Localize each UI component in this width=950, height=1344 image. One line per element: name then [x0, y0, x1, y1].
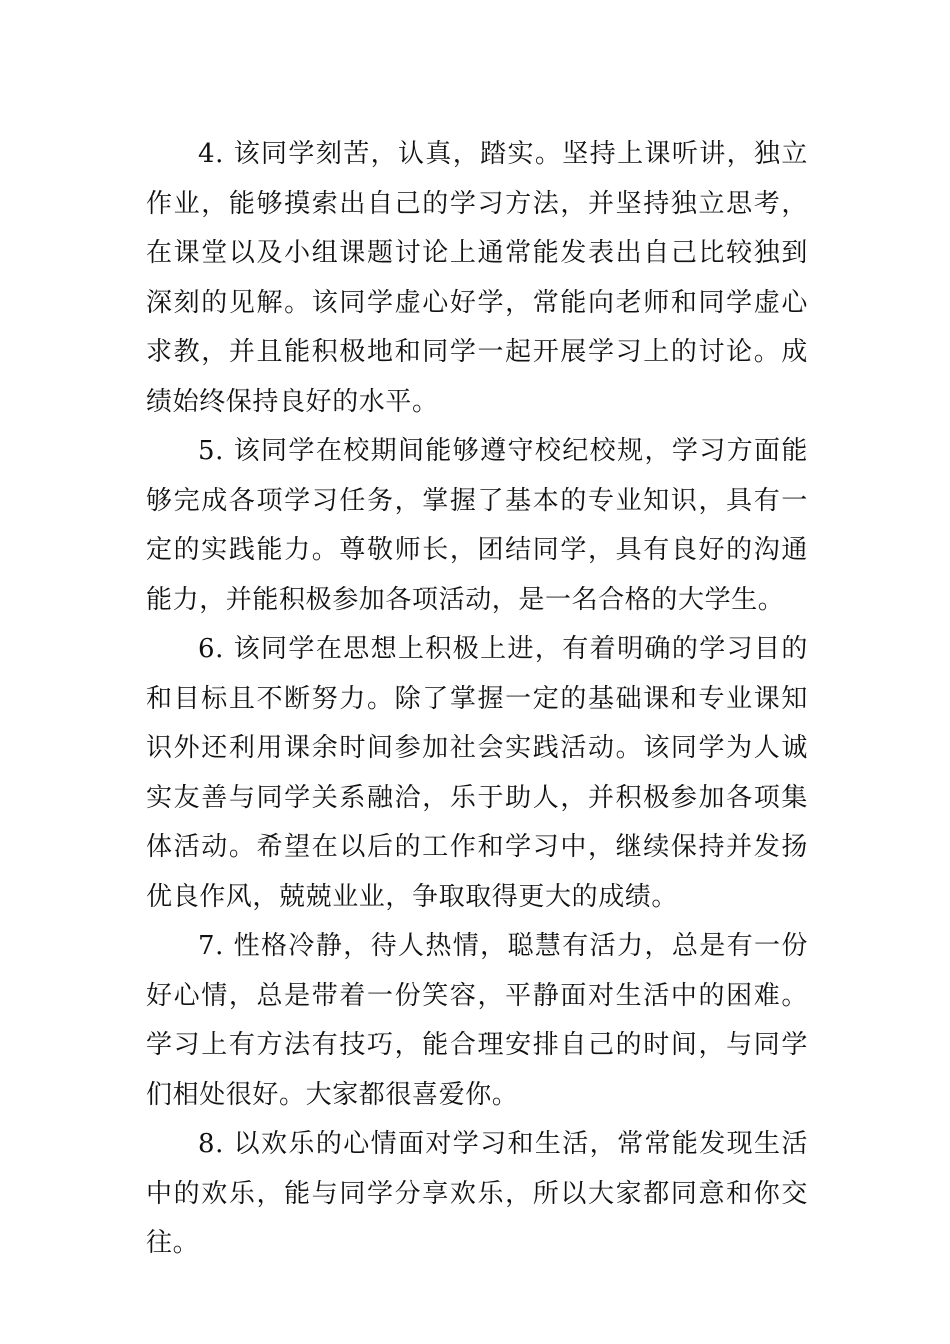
- paragraph-4: 4. 该同学刻苦，认真，踏实。坚持上课听讲，独立作业，能够摸索出自己的学习方法，并坚持独立思考，在课堂以及小组课题讨论上通常能发表出自己比较独到深刻的见解。该同学虚心好学，常能向老师和同学虚心求教，并且能积极地和同学一起开展学习上的讨论。成绩始终保持良好的水平。: [146, 139, 808, 417]
- paragraph-8: 8. 以欢乐的心情面对学习和生活，常常能发现生活中的欢乐，能与同学分享欢乐，所以大家都同意和你交往。: [146, 1129, 808, 1258]
- paragraph-6: 6. 该同学在思想上积极上进，有着明确的学习目的和目标且不断努力。除了掌握一定的基础课和专业课知识外还利用课余时间参加社会实践活动。该同学为人诚实友善与同学关系融洽，乐于助人，并积极参加各项集体活动。希望在以后的工作和学习中，继续保持并发扬优良作风，兢兢业业，争取取得更大的成绩。: [146, 634, 808, 912]
- paragraph-5: 5. 该同学在校期间能够遵守校纪校规，学习方面能够完成各项学习任务，掌握了基本的专业知识，具有一定的实践能力。尊敬师长，团结同学，具有良好的沟通能力，并能积极参加各项活动，是一名合格的大学生。: [146, 436, 808, 615]
- document-body: [146, 130, 808, 1269]
- paragraph-7: 7. 性格冷静，待人热情，聪慧有活力，总是有一份好心情，总是带着一份笑容，平静面对生活中的困难。学习上有方法有技巧，能合理安排自己的时间，与同学们相处很好。大家都很喜爱你。: [146, 931, 808, 1110]
